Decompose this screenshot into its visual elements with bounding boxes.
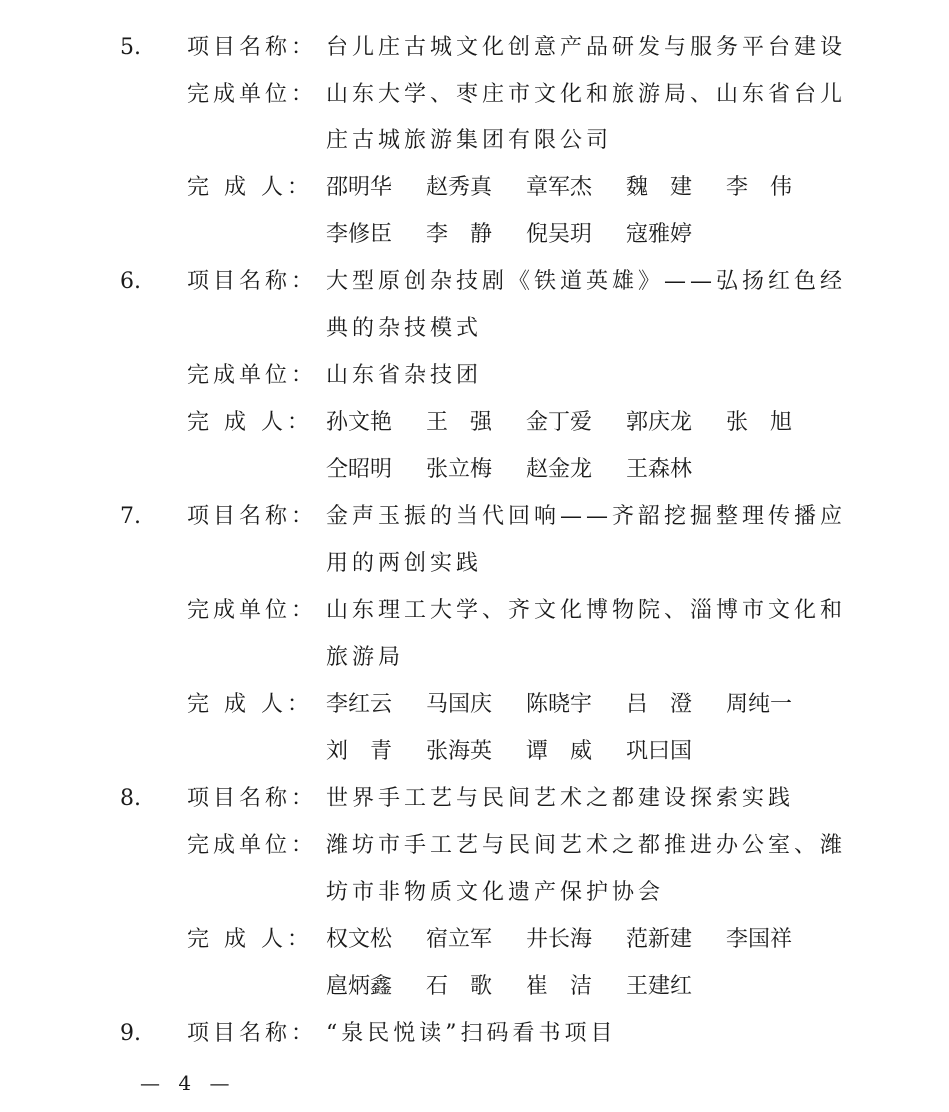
- item-7-name-row-2: [0, 541, 949, 587]
- person-name: 权文松: [326, 927, 393, 952]
- person-name: 巩曰国: [626, 739, 693, 764]
- person-name: 王 强: [426, 410, 493, 435]
- item-8-unit-row-2: [0, 870, 949, 916]
- unit-label: 完成单位：: [187, 363, 318, 388]
- project-name: 用的两创实践: [326, 551, 483, 576]
- person-name: 范新建: [626, 927, 693, 952]
- project-name: 典的杂技模式: [326, 316, 483, 341]
- person-name: 李 静: [426, 222, 493, 247]
- person-name: 寇雅婷: [626, 222, 693, 247]
- item-5-unit-row: [0, 72, 949, 118]
- project-name-label: 项目名称：: [187, 35, 318, 60]
- item-7-people-row-1: [0, 682, 949, 728]
- item-6-people-row-1: [0, 400, 949, 446]
- unit-text: 庄古城旅游集团有限公司: [326, 128, 613, 153]
- project-name: 金声玉振的当代回响——齐韶挖掘整理传播应: [326, 504, 847, 529]
- person-name: 李修臣: [326, 222, 393, 247]
- person-name: 谭 威: [526, 739, 593, 764]
- person-name: 刘 青: [326, 739, 393, 764]
- person-name: 李国祥: [726, 927, 793, 952]
- person-name: 李红云: [326, 692, 393, 717]
- person-name: 王森林: [626, 457, 693, 482]
- item-7-unit-row: [0, 588, 949, 634]
- item-5-people-row-2: [0, 212, 949, 258]
- item-6-unit-row: [0, 353, 949, 399]
- item-6-people-row-2: [0, 447, 949, 493]
- item-number: 7.: [120, 504, 141, 529]
- unit-text: 山东省杂技团: [326, 363, 483, 388]
- unit-label: 完成单位：: [187, 82, 318, 107]
- project-name-label: 项目名称：: [187, 504, 318, 529]
- people-label: 完 成 人：: [187, 692, 313, 717]
- item-5-unit-row-2: [0, 118, 949, 164]
- person-name: 吕 澄: [626, 692, 693, 717]
- person-name: 张海英: [426, 739, 493, 764]
- person-name: 张立梅: [426, 457, 493, 482]
- person-name: 陈晓宇: [526, 692, 593, 717]
- item-8-people-row-2: [0, 964, 949, 1010]
- person-name: 井长海: [526, 927, 593, 952]
- item-8-people-row-1: [0, 917, 949, 963]
- unit-text: 潍坊市手工艺与民间艺术之都推进办公室、潍: [326, 833, 847, 858]
- project-name: 台儿庄古城文化创意产品研发与服务平台建设: [326, 35, 847, 60]
- unit-label: 完成单位：: [187, 598, 318, 623]
- project-name: 大型原创杂技剧《铁道英雄》——弘扬红色经: [326, 269, 847, 294]
- unit-text: 旅游局: [326, 645, 405, 670]
- person-name: 赵金龙: [526, 457, 593, 482]
- person-name: 孙文艳: [326, 410, 393, 435]
- item-5-people-row-1: [0, 165, 949, 211]
- project-name: 世界手工艺与民间艺术之都建设探索实践: [326, 786, 795, 811]
- unit-text: 坊市非物质文化遗产保护协会: [326, 880, 665, 905]
- item-6-name-row: [0, 259, 949, 305]
- item-9-name-row: [0, 1011, 949, 1057]
- project-name: “泉民悦读”扫码看书项目: [326, 1021, 617, 1046]
- project-name-label: 项目名称：: [187, 269, 318, 294]
- item-6-name-row-2: [0, 306, 949, 352]
- person-name: 郭庆龙: [626, 410, 693, 435]
- person-name: 宿立军: [426, 927, 493, 952]
- item-number: 8.: [120, 786, 141, 811]
- people-label: 完 成 人：: [187, 927, 313, 952]
- people-label: 完 成 人：: [187, 410, 313, 435]
- people-label: 完 成 人：: [187, 175, 313, 200]
- item-number: 6.: [120, 269, 141, 294]
- person-name: 扈炳鑫: [326, 974, 393, 999]
- project-name-label: 项目名称：: [187, 786, 318, 811]
- page-number: — 4 —: [140, 1071, 236, 1095]
- person-name: 赵秀真: [426, 175, 493, 200]
- person-name: 王建红: [626, 974, 693, 999]
- item-7-name-row: [0, 494, 949, 540]
- person-name: 马国庆: [426, 692, 493, 717]
- person-name: 章军杰: [526, 175, 593, 200]
- item-5-name-row: [0, 25, 949, 71]
- person-name: 金丁爱: [526, 410, 593, 435]
- person-name: 张 旭: [726, 410, 793, 435]
- person-name: 邵明华: [326, 175, 393, 200]
- item-8-unit-row: [0, 823, 949, 869]
- unit-text: 山东大学、枣庄市文化和旅游局、山东省台儿: [326, 82, 847, 107]
- person-name: 倪吴玥: [526, 222, 593, 247]
- person-name: 崔 洁: [526, 974, 593, 999]
- person-name: 石 歌: [426, 974, 493, 999]
- person-name: 周纯一: [726, 692, 793, 717]
- item-number: 5.: [120, 35, 141, 60]
- item-7-unit-row-2: [0, 635, 949, 681]
- item-8-name-row: [0, 776, 949, 822]
- unit-text: 山东理工大学、齐文化博物院、淄博市文化和: [326, 598, 847, 623]
- item-number: 9.: [120, 1021, 141, 1046]
- project-name-label: 项目名称：: [187, 1021, 318, 1046]
- unit-label: 完成单位：: [187, 833, 318, 858]
- person-name: 李 伟: [726, 175, 793, 200]
- person-name: 魏 建: [626, 175, 693, 200]
- person-name: 仝昭明: [326, 457, 393, 482]
- item-7-people-row-2: [0, 729, 949, 775]
